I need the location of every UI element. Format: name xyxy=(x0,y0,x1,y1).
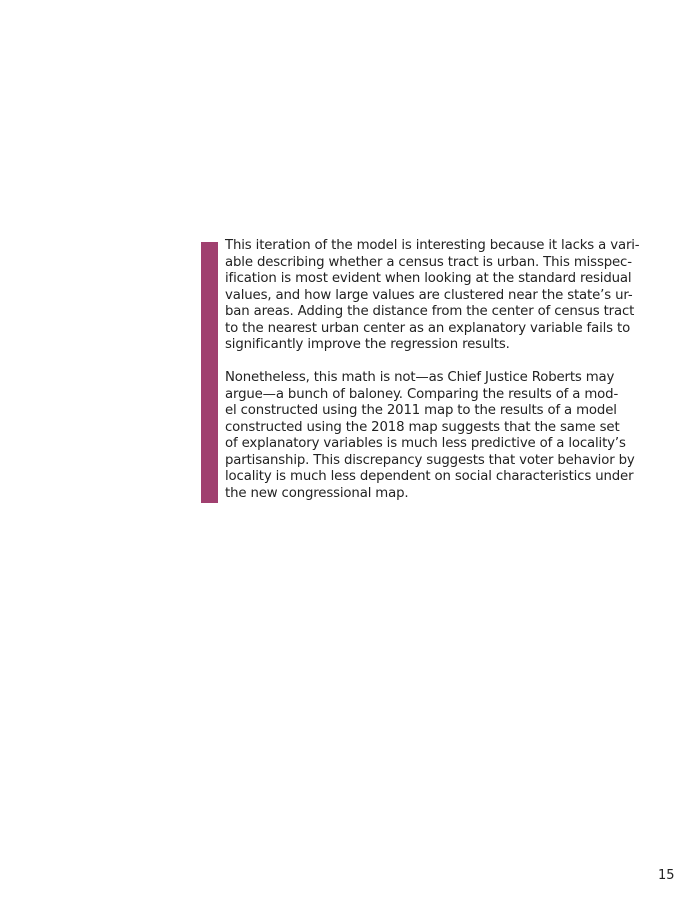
text-line: locality is much less dependent on social characteristics under xyxy=(225,469,634,484)
text-line: This iteration of the model is interesting because it lacks a vari- xyxy=(225,238,640,253)
text-line: argue—a bunch of baloney. Comparing the results of a mod- xyxy=(225,386,619,402)
text-line: ification is most evident when looking at the standard residual xyxy=(225,271,632,286)
paragraph-2 xyxy=(225,370,653,502)
page-number: 15 xyxy=(658,868,675,883)
text-line: the new congressional map. xyxy=(225,485,409,501)
text-line: of explanatory variables is much less predictive of a locality’s xyxy=(225,436,626,451)
body-text xyxy=(225,238,653,502)
text-line: values, and how large values are clustered near the state’s ur- xyxy=(225,287,633,303)
text-line: ban areas. Adding the distance from the center of census tract xyxy=(225,304,635,319)
text-line: able describing whether a census tract is urban. This misspec- xyxy=(225,254,632,270)
accent-bar xyxy=(201,242,218,503)
text-line: partisanship. This discrepancy suggests that voter behavior by xyxy=(225,452,635,468)
text-line: to the nearest urban center as an explanatory variable fails to xyxy=(225,320,631,336)
paragraph-1 xyxy=(225,238,653,354)
text-line: el constructed using the 2011 map to the results of a model xyxy=(225,403,617,418)
text-line: Nonetheless, this math is not—as Chief Justice Roberts may xyxy=(225,370,615,385)
text-line: significantly improve the regression results. xyxy=(225,337,510,352)
text-line: constructed using the 2018 map suggests that the same set xyxy=(225,419,620,435)
